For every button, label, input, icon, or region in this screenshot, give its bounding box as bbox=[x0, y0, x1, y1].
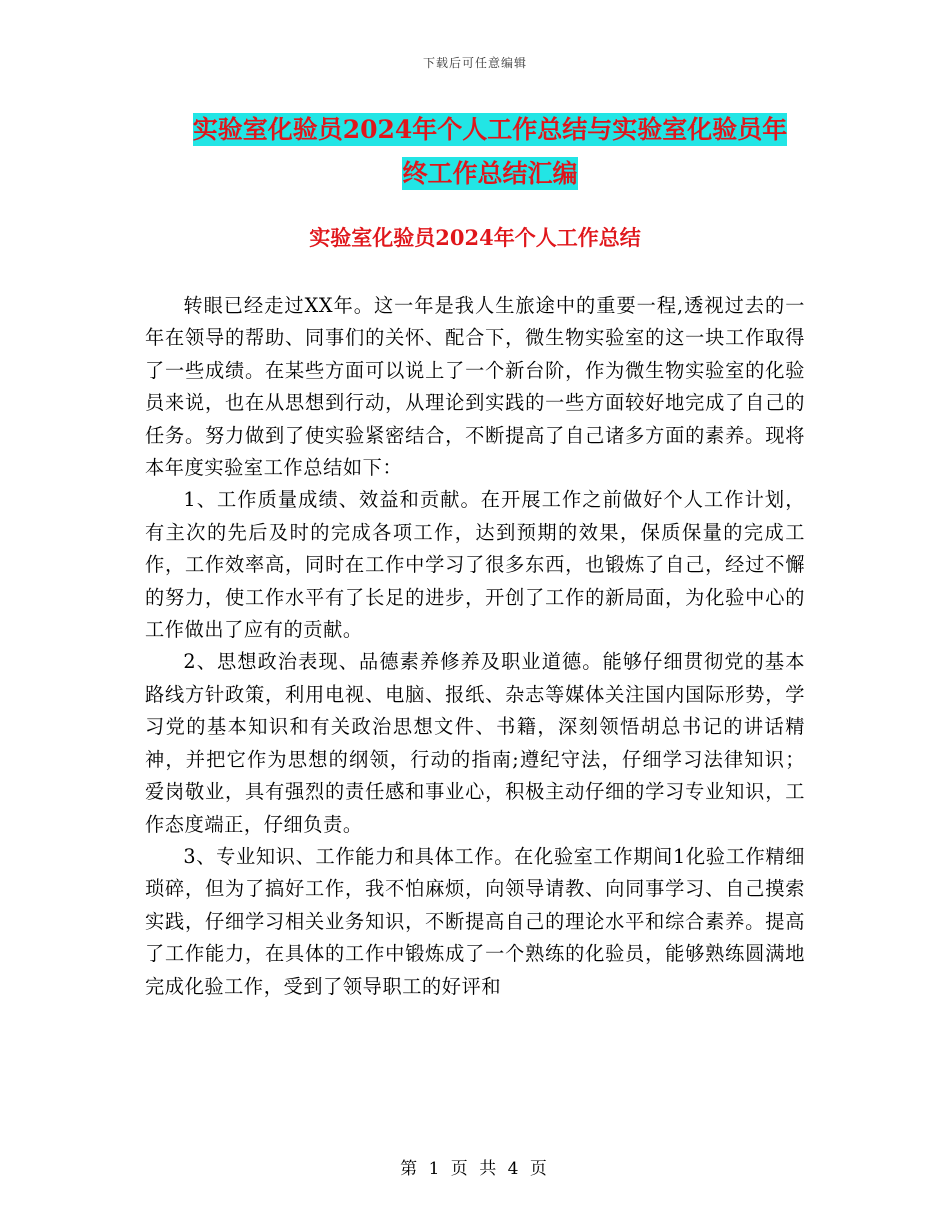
main-title-line-1: 实验室化验员2024年个人工作总结与实验室化验员年 bbox=[192, 115, 788, 144]
header-note: 下载后可任意编辑 bbox=[422, 56, 527, 70]
paragraph-intro: 转眼已经走过XX年。这一年是我人生旅途中的重要一程,透视过去的一年在领导的帮助、同事们的关怀、配合下，微生物实验室的这一块工作取得了一些成绩。在某些方面可以说上了一个新台阶，作为微生物实验室的化验员来说，也在从思想到行动，从理论到实践的一些方面较好地完成了自己的任务。努力做到了使实验紧密结合，不断提高了自己诸多方面的素养。现将本年度实验室工作总结如下： bbox=[145, 294, 805, 480]
paragraph-3: 3、专业知识、工作能力和具体工作。在化验室工作期间1化验工作精细琐碎，但为了搞好工作，我不怕麻烦，向领导请教、向同事学习、自己摸索实践，仔细学习相关业务知识，不断提高自己的理论水平和综合素养。提高了工作能力，在具体的工作中锻炼成了一个熟练的化验员，能够熟练圆满地完成化验工作，受到了领导职工的好评和 bbox=[145, 844, 805, 998]
paragraph-1: 1、工作质量成绩、效益和贡献。在开展工作之前做好个人工作计划，有主次的先后及时的完成各项工作，达到预期的效果，保质保量的完成工作，工作效率高，同时在工作中学习了很多东西，也锻炼了自己，经过不懈的努力，使工作水平有了长足的进步，开创了工作的新局面，为化验中心的工作做出了应有的贡献。 bbox=[145, 488, 805, 642]
body-text bbox=[145, 290, 805, 1003]
main-title-line-2: 终工作总结汇编 bbox=[402, 159, 578, 188]
main-title bbox=[150, 108, 830, 196]
section-title: 实验室化验员2024年个人工作总结 bbox=[309, 225, 641, 250]
paragraph-2: 2、思想政治表现、品德素养修养及职业道德。能够仔细贯彻党的基本路线方针政策，利用电视、电脑、报纸、杂志等媒体关注国内国际形势，学习党的基本知识和有关政治思想文件、书籍，深刻领悟胡总书记的讲话精神，并把它作为思想的纲领，行动的指南;遵纪守法，仔细学习法律知识；爱岗敬业，具有强烈的责任感和事业心，积极主动仔细的学习专业知识，工作态度端正，仔细负责。 bbox=[145, 650, 805, 836]
page-footer: 第 1 页 共 4 页 bbox=[400, 1159, 550, 1179]
